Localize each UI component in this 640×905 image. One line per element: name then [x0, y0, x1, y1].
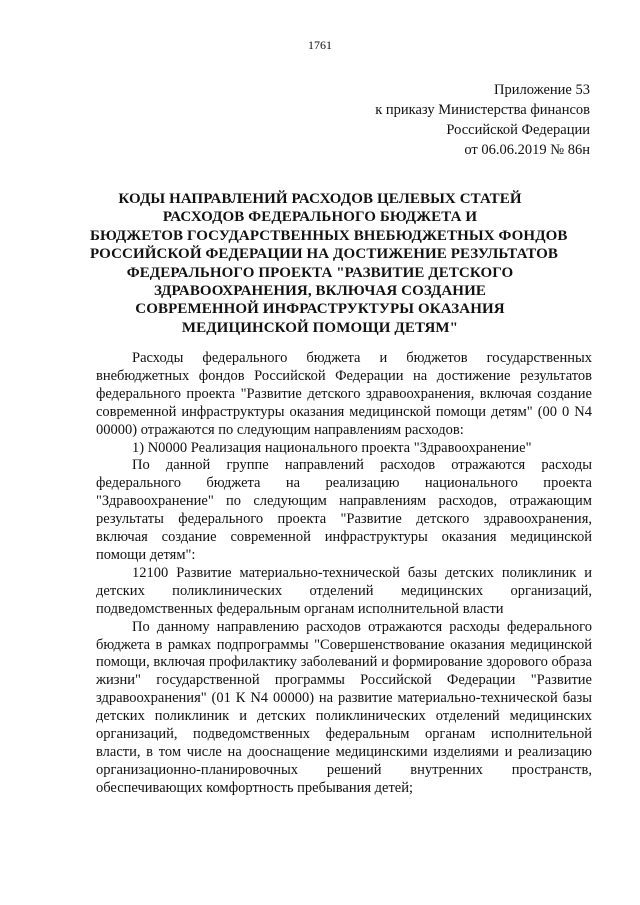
document-title	[90, 190, 568, 337]
title-line: РАСХОДОВ ФЕДЕРАЛЬНОГО БЮДЖЕТА И	[162, 209, 478, 226]
expense-code-item: 12100 Развитие материально-технической базы детских поликлиник и детских поликлинических отделений медицинских организаций, подведомственных федеральным органам исполнительной власти	[96, 564, 592, 617]
title-line: МЕДИЦИНСКОЙ ПОМОЩИ ДЕТЯМ"	[181, 319, 459, 336]
appendix-reference	[270, 80, 590, 160]
section-description: По данной группе направлений расходов отражаются расходы федерального бюджета на реализацию национального проекта "Здравоохранение" по следующим направлениям расходов, отражающим результаты федерального проекта "Развитие детского здравоохранения, включая создание современной инфраструктуры оказания медицинской помощи детям":	[96, 457, 592, 563]
title-line: БЮДЖЕТОВ ГОСУДАРСТВЕННЫХ ВНЕБЮДЖЕТНЫХ ФОНДОВ	[90, 227, 568, 244]
appendix-ministry: Российской Федерации	[446, 122, 590, 138]
appendix-number: Приложение 53	[494, 82, 590, 98]
title-line: СОВРЕМЕННОЙ ИНФРАСТРУКТУРЫ ОКАЗАНИЯ	[135, 301, 505, 318]
title-line: РОССИЙСКОЙ ФЕДЕРАЦИИ НА ДОСТИЖЕНИЕ РЕЗУЛЬТАТОВ	[90, 246, 558, 263]
title-line: ЗДРАВООХРАНЕНИЯ, ВКЛЮЧАЯ СОЗДАНИЕ	[154, 283, 486, 300]
appendix-order: к приказу Министерства финансов	[375, 102, 590, 118]
expense-code-description: По данному направлению расходов отражаются расходы федерального бюджета в рамках подпрограммы "Совершенствование оказания медицинской помощи, включая профилактику заболеваний и формирование здорового образа жизни" государственной программы Российской Федерации "Развитие здравоохранения" (01 К N4 00000) на развитие материально-технической базы детских поликлиник и детских поликлинических отделений медицинских организаций, подведомственных федеральным органам исполнительной власти, в том числе на дооснащение медицинскими изделиями и реализацию организационно-планировочных решений внутренних пространств, обеспечивающих комфортность пребывания детей;	[96, 618, 592, 796]
title-line: ФЕДЕРАЛЬНОГО ПРОЕКТА "РАЗВИТИЕ ДЕТСКОГО	[126, 264, 514, 281]
section-heading: 1) N0000 Реализация национального проекта "Здравоохранение"	[132, 439, 532, 456]
document-body	[96, 350, 592, 798]
page-number: 1761	[308, 38, 332, 52]
title-line: КОДЫ НАПРАВЛЕНИЙ РАСХОДОВ ЦЕЛЕВЫХ СТАТЕЙ	[118, 191, 522, 207]
appendix-date-number: от 06.06.2019 № 86н	[464, 142, 590, 158]
intro-paragraph: Расходы федерального бюджета и бюджетов государственных внебюджетных фондов Российской Федерации на достижение результатов федерального проекта "Развитие детского здравоохранения, включая создание современной инфраструктуры оказания медицинской помощи детям" (00 0 N4 00000) отражаются по следующим направлениям расходов:	[96, 350, 592, 438]
